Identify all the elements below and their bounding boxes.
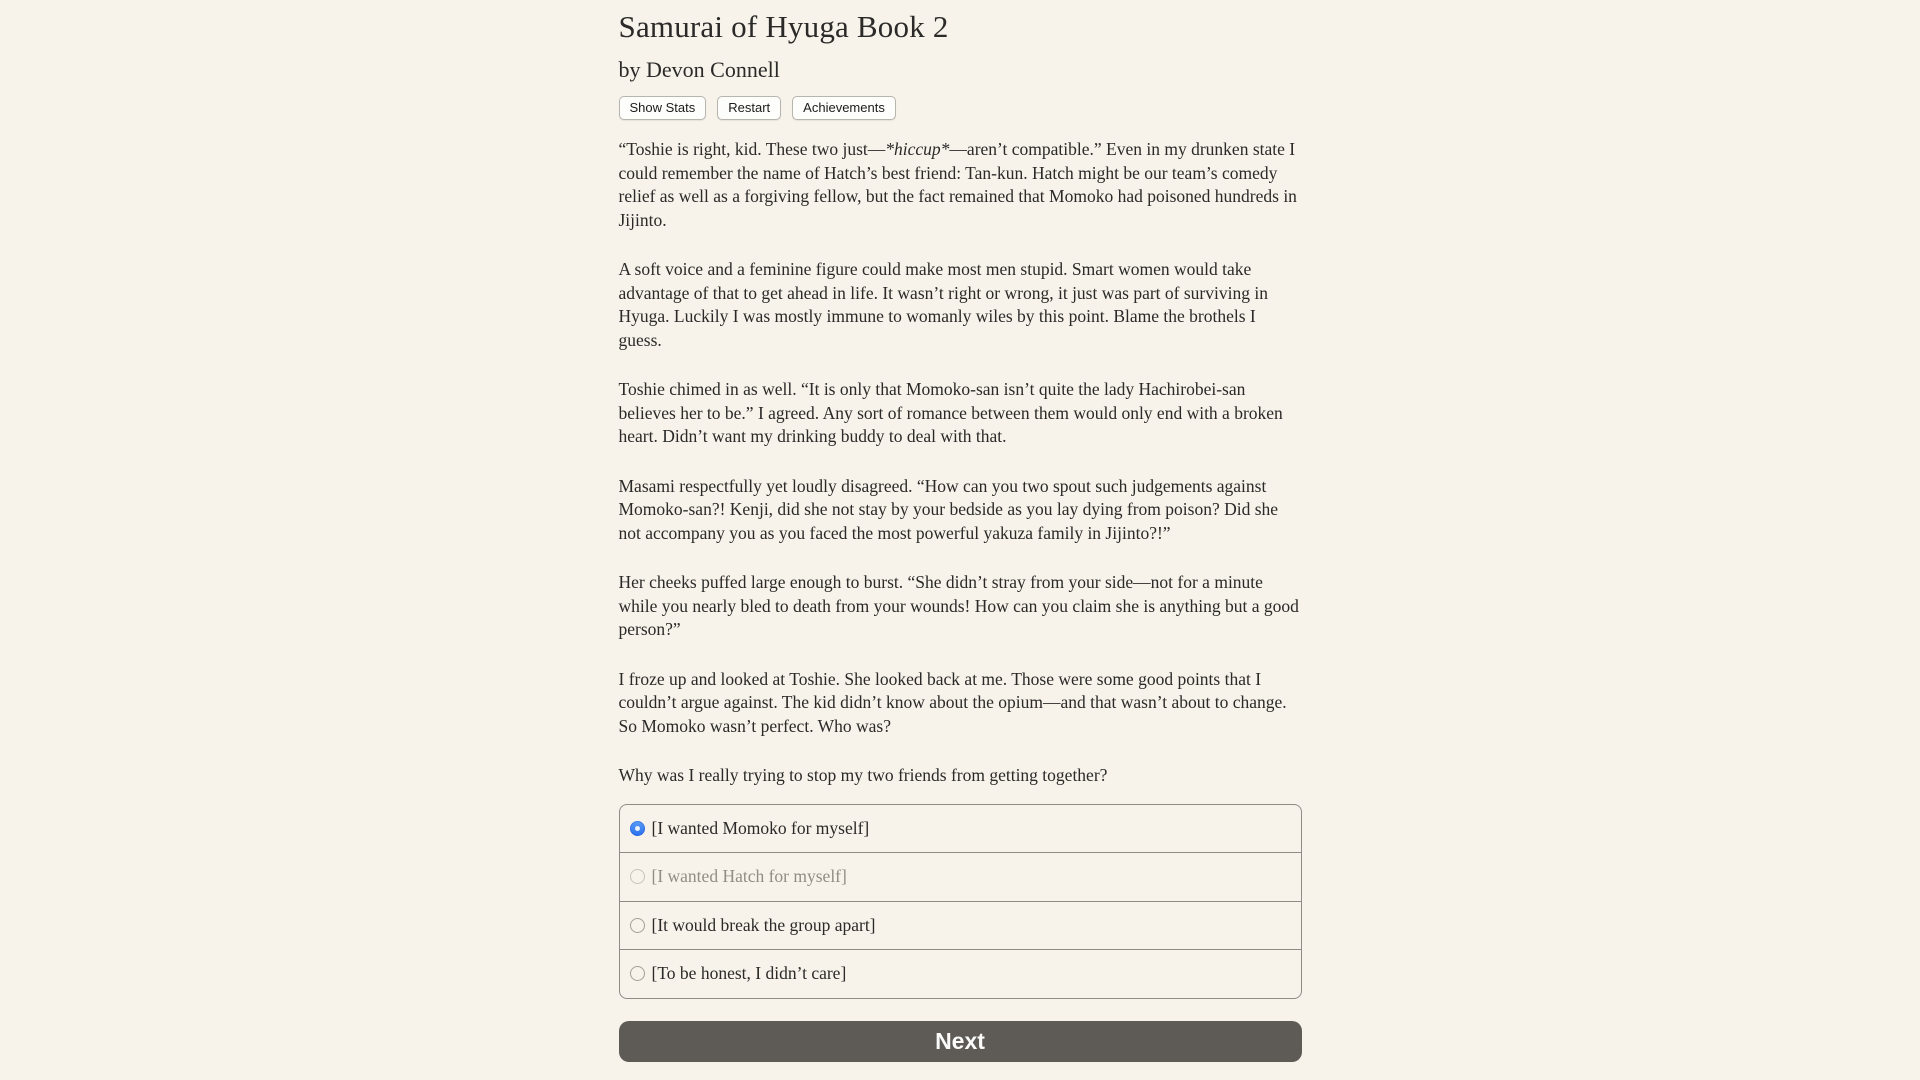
story-paragraph: A soft voice and a feminine figure could make most men stupid. Smart women would take advantage of that to get ahead in life. It wasn’t right or wrong, it just was part of surviving in Hyuga. Luckily I was mostly immune to womanly wiles by this point. Blame the brothels I guess. xyxy=(618,259,1268,350)
toolbar xyxy=(619,96,1302,120)
author-byline: by Devon Connell xyxy=(618,57,780,82)
paragraph-text: —aren’t compatible.” Even in my drunken state I could remember the name of Hatch’s best friend: Tan-kun. Hatch might be our team’s comedy relief as well as a forgiving fellow, but the fact remained that Momoko had poisoned hundreds in Jijinto. xyxy=(618,139,1297,230)
restart-button[interactable]: Restart xyxy=(717,96,781,120)
choice-option-label: [I wanted Hatch for myself] xyxy=(651,866,847,886)
radio-button-icon[interactable] xyxy=(630,918,645,933)
page-title: Samurai of Hyuga Book 2 xyxy=(618,9,949,44)
choice-option-label: [I wanted Momoko for myself] xyxy=(651,817,870,838)
radio-button-icon[interactable] xyxy=(630,966,645,981)
paragraph-emphasis: *hiccup* xyxy=(885,139,950,159)
choice-option-label: [To be honest, I didn’t care] xyxy=(651,963,847,983)
radio-button-icon[interactable] xyxy=(630,821,645,836)
game-page xyxy=(619,0,1302,1062)
choice-option[interactable] xyxy=(620,901,1301,950)
choice-option[interactable] xyxy=(620,949,1301,998)
radio-button-icon[interactable] xyxy=(630,869,645,884)
achievements-button[interactable]: Achievements xyxy=(792,96,896,120)
next-button[interactable]: Next xyxy=(619,1021,1302,1062)
story-paragraph: Toshie chimed in as well. “It is only that Momoko-san isn’t quite the lady Hachirobei-san believes her to be.” I agreed. Any sort of romance between them would only end with a broken heart. Didn’t want my drinking buddy to deal with that. xyxy=(618,379,1283,446)
choice-question: Why was I really trying to stop my two friends from getting together? xyxy=(618,765,1108,785)
story-paragraph: I froze up and looked at Toshie. She looked back at me. Those were some good points that I couldn’t argue against. The kid didn’t know about the opium—and that wasn’t about to change. So Momoko wasn’t perfect. Who was? xyxy=(618,668,1287,736)
story-paragraph: Masami respectfully yet loudly disagreed. “How can you two spout such judgements against Momoko-san?! Kenji, did she not stay by your bedside as you lay dying from poison? Did she not accompany you as you faced the most powerful yakuza family in Jijinto?!” xyxy=(618,475,1279,543)
story-text xyxy=(619,138,1302,788)
choice-option-label: [It would break the group apart] xyxy=(651,914,876,935)
show-stats-button[interactable]: Show Stats xyxy=(619,96,707,120)
choice-option[interactable] xyxy=(620,852,1301,901)
story-paragraph: Her cheeks puffed large enough to burst. “She didn’t stray from your side—not for a minute while you nearly bled to death from your wounds! How can you claim she is anything but a good person?” xyxy=(618,572,1299,639)
story-paragraph xyxy=(619,138,1302,232)
choice-option[interactable] xyxy=(620,805,1301,853)
paragraph-text: “Toshie is right, kid. These two just— xyxy=(618,139,886,159)
choice-list xyxy=(619,804,1302,999)
